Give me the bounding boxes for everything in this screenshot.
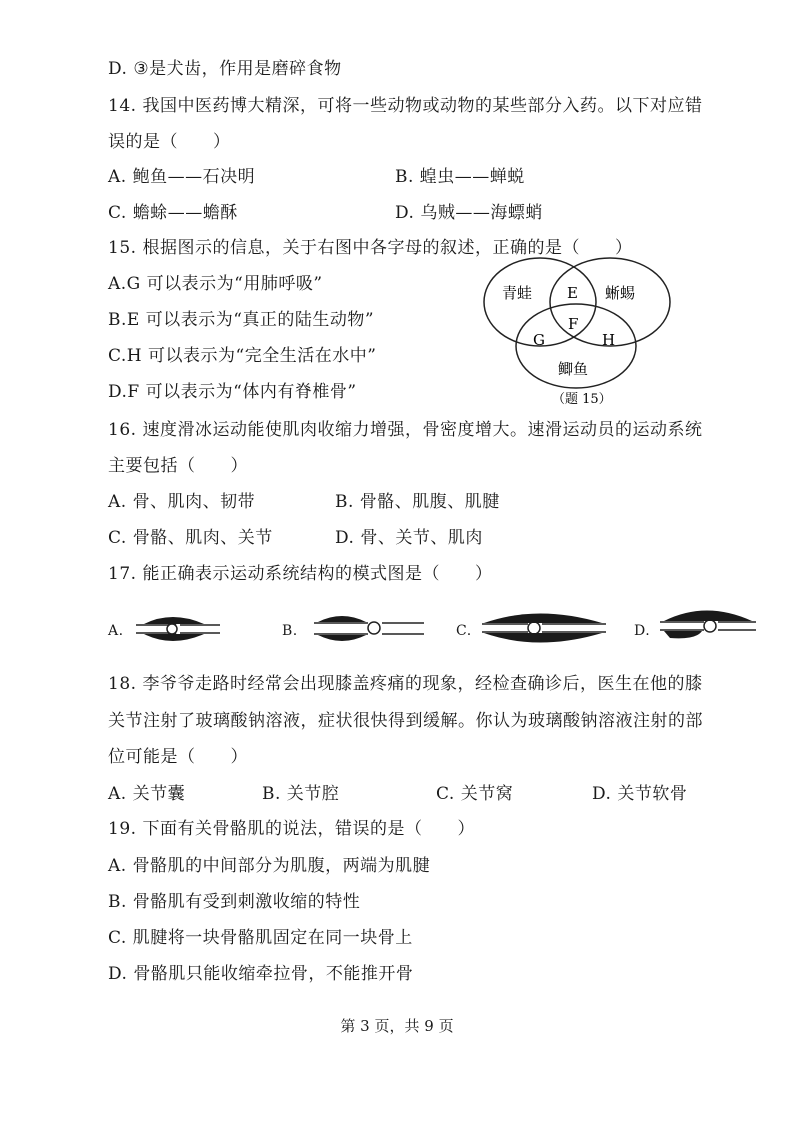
- q16-option-a: A. 骨、肌肉、韧带: [108, 492, 256, 512]
- q19-option-d: D. 骨骼肌只能收缩牵拉骨，不能推开骨: [108, 964, 414, 984]
- page-footer: 第 3 页，共 9 页: [340, 1017, 454, 1035]
- q14-option-b: B. 蝗虫——蝉蜕: [395, 167, 525, 187]
- fig17-label-b: B.: [282, 623, 298, 639]
- venn-region-f: F: [568, 315, 579, 333]
- venn-label-frog: 青蛙: [502, 284, 533, 302]
- q14-stem-line1: 14. 我国中医药博大精深，可将一些动物或动物的某些部分入药。以下对应错: [108, 96, 703, 116]
- q15-option-d: D.F 可以表示为“体内有脊椎骨”: [108, 382, 357, 402]
- q16-option-b: B. 骨骼、肌腹、肌腱: [335, 492, 500, 512]
- venn-diagram: [478, 242, 678, 412]
- q15-stem: 15. 根据图示的信息，关于右图中各字母的叙述，正确的是（ ）: [108, 238, 633, 258]
- fig17-diagram-d: [656, 604, 760, 648]
- q15-option-a: A.G 可以表示为“用肺呼吸”: [108, 274, 323, 294]
- q18-option-b: B. 关节腔: [262, 784, 340, 804]
- q17-stem: 17. 能正确表示运动系统结构的模式图是（ ）: [108, 564, 493, 584]
- q16-stem-line2: 主要包括（ ）: [108, 456, 248, 476]
- q18-option-c: C. 关节窝: [436, 784, 514, 804]
- q19-option-c: C. 肌腱将一块骨骼肌固定在同一块骨上: [108, 928, 413, 948]
- q14-stem-line2: 误的是（ ）: [108, 132, 231, 152]
- fig17-label-a: A.: [108, 623, 124, 639]
- fig17-label-d: D.: [634, 623, 651, 639]
- q18-stem-line1: 18. 李爷爷走路时经常会出现膝盖疼痛的现象，经检查确诊后，医生在他的膝: [108, 674, 703, 694]
- q19-option-a: A. 骨骼肌的中间部分为肌腹，两端为肌腱: [108, 856, 431, 876]
- q14-option-d: D. 乌贼——海螵蛸: [395, 203, 543, 223]
- q18-stem-line3: 位可能是（ ）: [108, 747, 248, 767]
- venn-region-e: E: [567, 284, 578, 302]
- fig17-diagram-a: [132, 612, 224, 648]
- q14-option-a: A. 鲍鱼——石决明: [108, 167, 256, 187]
- q13-option-d: D. ③是犬齿，作用是磨碎食物: [108, 59, 342, 79]
- q18-option-a: A. 关节囊: [108, 784, 186, 804]
- venn-region-g: G: [533, 331, 545, 349]
- q19-option-b: B. 骨骼肌有受到刺激收缩的特性: [108, 892, 361, 912]
- q19-stem: 19. 下面有关骨骼肌的说法，错误的是（ ）: [108, 819, 475, 839]
- fig17-diagram-b: [308, 610, 428, 648]
- q16-option-d: D. 骨、关节、肌肉: [335, 528, 483, 548]
- venn-label-lizard: 蜥蜴: [605, 284, 636, 302]
- q16-option-c: C. 骨骼、肌肉、关节: [108, 528, 273, 548]
- fig17-label-c: C.: [456, 623, 472, 639]
- fig17-diagram-c: [478, 608, 610, 648]
- q16-stem-line1: 16. 速度滑冰运动能使肌肉收缩力增强，骨密度增大。速滑运动员的运动系统: [108, 420, 703, 440]
- venn-region-h: H: [602, 331, 616, 349]
- q15-option-c: C.H 可以表示为“完全生活在水中”: [108, 346, 377, 366]
- q18-stem-line2: 关节注射了玻璃酸钠溶液，症状很快得到缓解。你认为玻璃酸钠溶液注射的部: [108, 711, 703, 731]
- venn-label-fish: 鲫鱼: [558, 360, 589, 378]
- q18-option-d: D. 关节软骨: [592, 784, 688, 804]
- q14-option-c: C. 蟾蜍——蟾酥: [108, 203, 238, 223]
- venn-caption: （题 15）: [552, 392, 612, 407]
- q15-option-b: B.E 可以表示为“真正的陆生动物”: [108, 310, 375, 330]
